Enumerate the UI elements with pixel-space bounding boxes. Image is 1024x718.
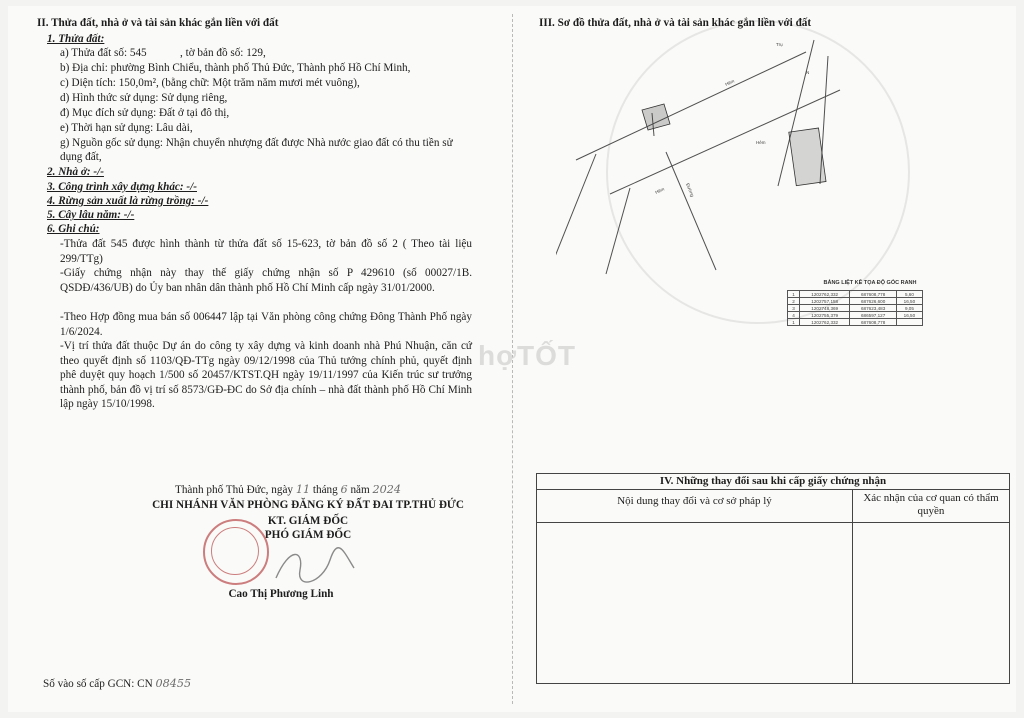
coord-row-d: 5,60	[896, 291, 922, 298]
section-iii-heading: III. Sơ đồ thửa đất, nhà ở và tài sản khác gắn liền với đất	[539, 17, 812, 29]
coord-row-no: 1	[788, 291, 800, 298]
coord-row-no: 3	[788, 305, 800, 312]
coord-row-d: 16,50	[896, 312, 922, 319]
note-origin: -Thửa đất 545 được hình thành từ thửa đất số 15-623, tờ bản đồ số 2 ( Theo tài liệu 299/TTg)	[60, 238, 472, 265]
kt-director: KT. GIÁM ĐỐC	[267, 515, 349, 527]
usage-origin-cont: dụng đất,	[60, 151, 102, 163]
coord-row-y: 687626,600	[850, 298, 896, 305]
usage-origin: g) Nguồn gốc sử dụng: Nhận chuyển nhượng đất được Nhà nước giao đất có thu tiền sử	[60, 137, 453, 149]
issue-year: 2024	[372, 483, 401, 496]
coordinate-table	[787, 290, 923, 326]
issue-date: Thành phố Thủ Đức, ngày 11 tháng 6 năm 2024	[175, 483, 401, 496]
usage-form: d) Hình thức sử dụng: Sử dụng riêng,	[60, 92, 228, 104]
coord-row-x: 1202748,369	[799, 305, 849, 312]
svg-text:N: N	[806, 70, 810, 75]
certificate-book-number: Số vào số cấp GCN: CN 08455	[43, 677, 192, 690]
notes-title: 6. Ghi chú:	[47, 223, 100, 235]
issue-day: 11	[295, 483, 311, 496]
note-contract: -Theo Hợp đồng mua bán số 006447 lập tại Văn phòng công chứng Đông Thành Phố ngày 1/6/2024.	[60, 311, 472, 338]
usage-term: e) Thời hạn sử dụng: Lâu dài,	[60, 122, 193, 134]
coord-row-no: 1	[788, 319, 800, 326]
forest-section: 4. Rừng sản xuất là rừng trồng: -/-	[47, 195, 209, 207]
signer-name: Cao Thị Phương Linh	[228, 588, 334, 600]
coord-row-x: 1202755,379	[799, 312, 849, 319]
plot-address: b) Địa chỉ: phường Bình Chiểu, thành phố Thủ Đức, Thành phố Hồ Chí Minh,	[60, 62, 411, 74]
book-number-value: 08455	[155, 677, 192, 690]
changes-confirm-cell	[853, 523, 1010, 684]
svg-text:Hẻm: Hẻm	[654, 186, 666, 195]
changes-col-confirm: Xác nhận của cơ quan có thẩm quyền	[853, 490, 1010, 523]
plot-diagram	[556, 34, 902, 280]
watermark-text: hợTỐT	[478, 340, 576, 371]
coord-row-y: 686597,127	[850, 312, 896, 319]
plot-number: a) Thửa đất số: 545	[60, 47, 147, 59]
changes-table	[536, 473, 1010, 684]
deputy-director: PHÓ GIÁM ĐỐC	[264, 529, 352, 541]
other-works-section: 3. Công trình xây dựng khác: -/-	[47, 181, 197, 193]
coord-row-no: 4	[788, 312, 800, 319]
house-section: 2. Nhà ở: -/-	[47, 166, 104, 178]
svg-text:Hẻm: Hẻm	[724, 78, 736, 87]
coordinate-table-title: BẢNG LIỆT KÊ TỌA ĐỘ GÓC RANH	[823, 280, 917, 286]
perennial-trees-section: 5. Cây lâu năm: -/-	[47, 209, 135, 221]
usage-purpose: đ) Mục đích sử dụng: Đất ở tại đô thị,	[60, 107, 230, 119]
section-ii-heading: II. Thửa đất, nhà ở và tài sản khác gắn liền với đất	[37, 17, 279, 29]
coord-row-d: 9,05	[896, 305, 922, 312]
coord-row-no: 2	[788, 298, 800, 305]
svg-text:Hẻm: Hẻm	[756, 140, 766, 145]
note-project: -Vị trí thửa đất thuộc Dự án do công ty xây dựng và kinh doanh nhà Phú Nhuận, căn cứ theo quyết định số 1103/QĐ-TTg ngày 09/12/1998 của Thủ tướng chính phủ, quyết định phê duyệt quy hoạch 1/500 số 20457/KTST.QH ngày 19/11/1997 của Kiến trúc sư trưởng thành phố, bản đồ vị trí số 8573/GĐ-ĐC do Sở địa chính – nhà đất thành phố Hồ Chí Minh lập ngày 15/10/1998.	[60, 340, 472, 410]
official-seal	[203, 519, 269, 585]
svg-text:Đường: Đường	[685, 182, 696, 198]
coord-row-y: 687608,778	[850, 319, 896, 326]
map-sheet-number: , tờ bản đồ số: 129,	[180, 47, 266, 59]
note-replacement: -Giấy chứng nhận này thay thế giấy chứng nhận số P 429610 (số 00027/1B. QSDĐ/436/UB) do Ủy ban nhân dân thành phố Hồ Chí Minh cấp ngày 31/01/2000.	[60, 267, 472, 294]
svg-text:Trụ: Trụ	[776, 42, 783, 47]
coord-row-y: 687608,778	[850, 291, 896, 298]
changes-content-cell	[537, 523, 853, 684]
coord-row-x: 1202762,332	[799, 291, 849, 298]
coord-row-d: 16,50	[896, 298, 922, 305]
coord-row-y: 687623,483	[850, 305, 896, 312]
issuing-office: CHI NHÁNH VĂN PHÒNG ĐĂNG KÝ ĐẤT ĐAI TP.THỦ ĐỨC	[152, 499, 464, 511]
land-plot-title: 1. Thửa đất:	[47, 33, 105, 45]
coord-row-d	[896, 319, 922, 326]
plot-area: c) Diện tích: 150,0m², (bằng chữ: Một trăm năm mươi mét vuông),	[60, 77, 360, 89]
issue-month: 6	[340, 483, 348, 496]
coord-row-x: 1202757,158	[799, 298, 849, 305]
changes-heading: IV. Những thay đổi sau khi cấp giấy chứng nhận	[537, 474, 1010, 490]
handwritten-signature	[270, 540, 360, 590]
coord-row-x: 1202762,332	[799, 319, 849, 326]
changes-col-content: Nội dung thay đổi và cơ sở pháp lý	[537, 490, 853, 523]
